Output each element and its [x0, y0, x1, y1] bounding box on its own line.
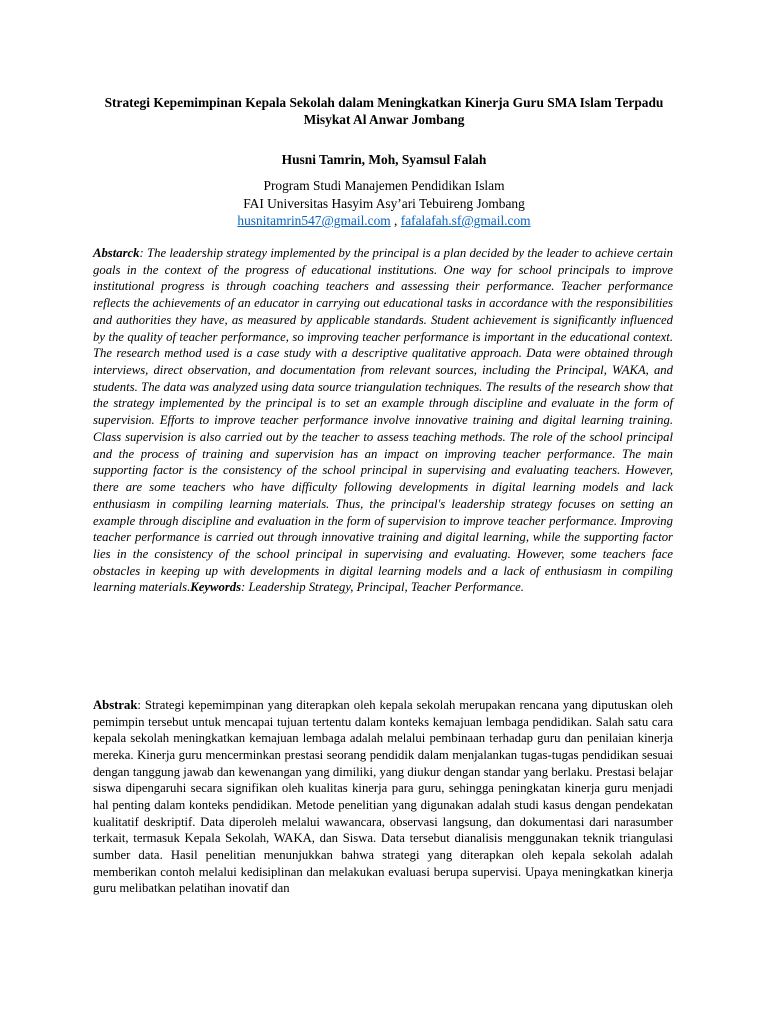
author-list: Husni Tamrin, Moh, Syamsul Falah — [281, 152, 487, 167]
english-abstract-body: The leadership strategy implemented by the principal is a plan decided by the leader to achieve certain goals in the context of the progress of educational institutions. One way for school principals to improve institutional progress is through coaching teachers and assessing their performance. Teacher performance reflects the achievements of an educator in carrying out educational tasks in accordance with the responsibilities and authorities they have, as measured by applicable standards. Student achievement is significantly influenced by the quality of teacher performance, so improving teacher performance is important in the educational context. The research method used is a case study with a descriptive qualitative approach. Data were obtained through interviews, direct observation, and documentation from relevant sources, including the Principal, WAKA, and students. The data was analyzed using data source triangulation techniques. The results of the research show that the strategy implemented by the principal is to set an example through discipline and evaluate in the form of supervision. Efforts to improve teacher performance involve innovative training and digital learning training. Class supervision is also carried out by the teacher to assess teaching methods. The role of the school principal and the process of training and supervision has an impact on improving teacher performance. The main supporting factor is the consistency of the school principal in supervising and evaluating teachers. However, there are some teachers who have difficulty following developments in digital learning models and lack enthusiasm in compiling learning materials. Thus, the principal's leadership strategy focuses on setting an example through discipline and evaluation in the form of supervision to improve teacher performance. Improving teacher performance is carried out through innovative training and digital learning, while the supporting factor lies in the consistency of the school principal in supervising and evaluating. However, some teachers face obstacles in keeping up with developments in digital learning models and a lack of enthusiasm in compiling learning materials. — [93, 246, 673, 595]
english-abstract-colon: : — [139, 246, 148, 260]
affiliation-program: Program Studi Manajemen Pendidikan Islam — [263, 178, 505, 193]
english-abstract — [93, 245, 673, 596]
indonesian-abstract-body: Strategi kepemimpinan yang diterapkan oleh kepala sekolah merupakan rencana yang diputuskan oleh pemimpin tersebut untuk mencapai tujuan tertentu dalam konteks kemajuan lembaga pendidikan. Salah satu cara kepala sekolah meningkatkan kemajuan lembaga adalah melalui pembinaan terhadap guru dan penilaian kinerja mereka. Kinerja guru mencerminkan prestasi seorang pendidik dalam menjalankan tugas-tugas pendidikan sesuai dengan tanggung jawab dan kewenangan yang dimiliki, yang diukur dengan standar yang berlaku. Prestasi belajar siswa dipengaruhi secara signifikan oleh kualitas kinerja para guru, sehingga peningkatan kinerja guru menjadi hal penting dalam konteks pendidikan. Metode penelitian yang digunakan adalah studi kasus dengan pendekatan kualitatif deskriptif. Data diperoleh melalui wawancara, observasi langsung, dan dokumentasi dari narasumber terkait, termasuk Kepala Sekolah, WAKA, dan Siswa. Data tersebut dianalisis menggunakan teknik triangulasi sumber data. Hasil penelitian menunjukkan bahwa strategi yang diterapkan oleh kepala sekolah adalah memberikan contoh melalui kedisiplinan dan melakukan evaluasi berupa supervisi. Upaya meningkatkan kinerja guru melibatkan pelatihan inovatif dan — [93, 698, 673, 896]
english-abstract-label: Abstarck — [93, 246, 140, 260]
affiliation-university: FAI Universitas Hasyim Asy’ari Tebuireng Jombang — [243, 195, 525, 211]
indonesian-abstract-colon: : — [137, 698, 145, 712]
indonesian-abstract — [93, 697, 673, 897]
keywords-colon: : — [241, 580, 249, 595]
affiliation-block — [0, 177, 768, 230]
email-link-2[interactable]: fafalafah.sf@gmail.com — [400, 213, 531, 228]
email-line — [0, 212, 768, 230]
paper-title: Strategi Kepemimpinan Kepala Sekolah dalam Meningkatkan Kinerja Guru SMA Islam Terpadu Misykat Al Anwar Jombang — [104, 95, 664, 127]
keywords-label: Keywords — [190, 580, 242, 595]
email-separator: , — [390, 213, 401, 228]
email-link-1[interactable]: husnitamrin547@gmail.com — [237, 213, 391, 228]
indonesian-abstract-label: Abstrak — [93, 698, 138, 712]
keywords-text: Leadership Strategy, Principal, Teacher Performance. — [248, 580, 524, 595]
